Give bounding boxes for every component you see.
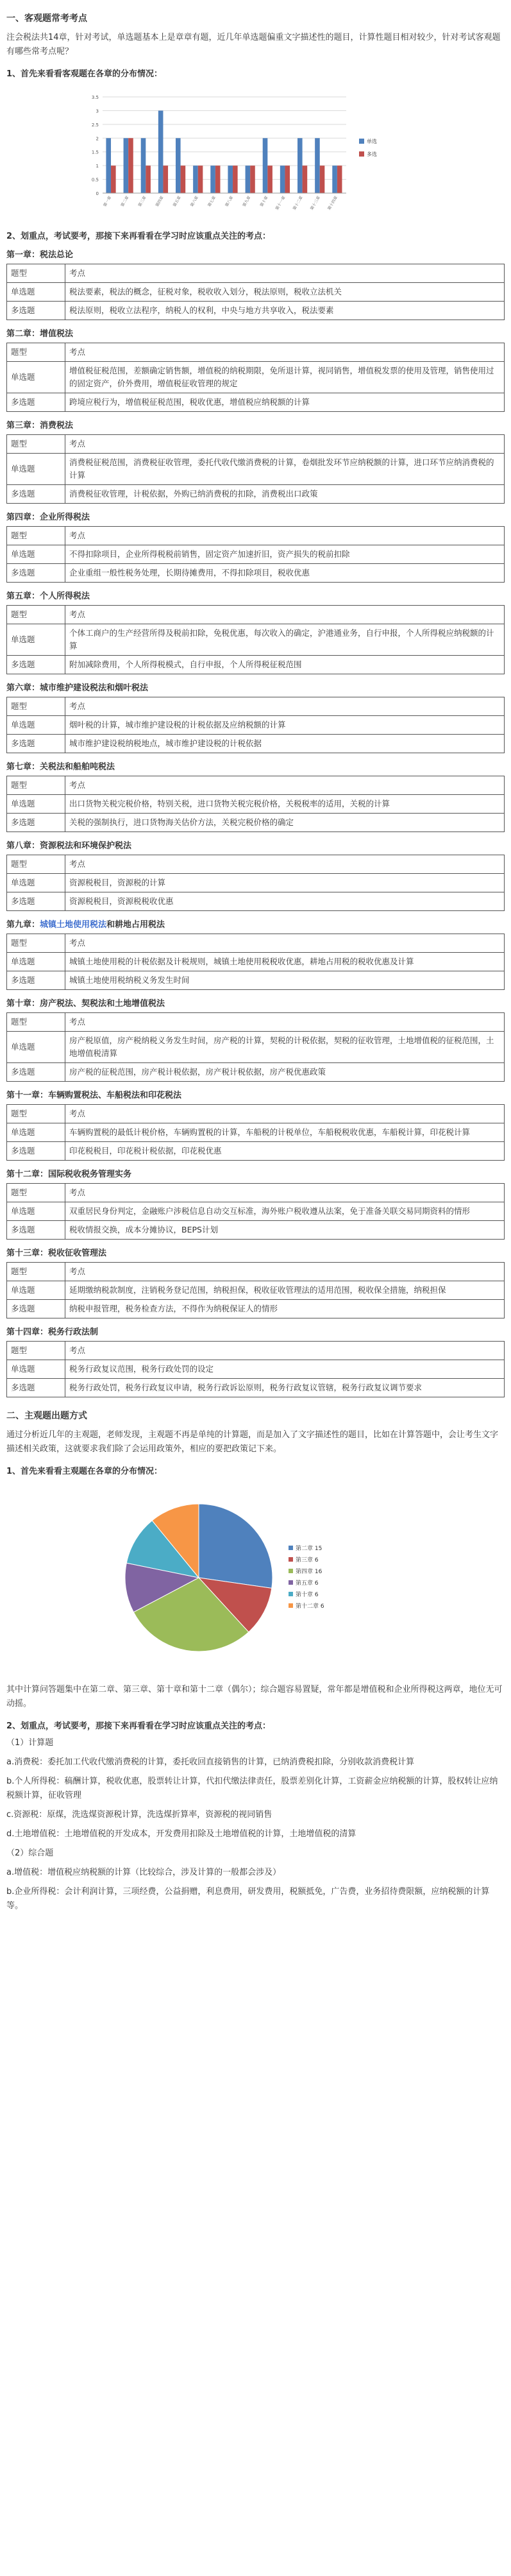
table-header-cell: 题型	[7, 1263, 65, 1281]
chapter-title: 第十章：房产税法、契税法和土地增值税法	[6, 999, 165, 1009]
group-label: （1）计算题	[6, 1738, 54, 1748]
legend-label: 第十章 6	[296, 1592, 319, 1598]
chapter-table	[6, 1262, 505, 1318]
x-tick-label: 第十章	[259, 195, 269, 208]
legend-swatch	[359, 151, 364, 157]
legend-label: 单选	[367, 139, 377, 144]
chapter-title: 第八章：资源税法和环境保护税法	[6, 841, 132, 851]
x-tick-label: 第十四章	[327, 195, 339, 211]
question-type-cell: 多选题	[7, 302, 65, 320]
question-type-cell: 多选题	[7, 564, 65, 583]
pie-slice	[199, 1504, 272, 1588]
y-tick-label: 3	[96, 108, 99, 114]
bar	[124, 138, 129, 193]
bar	[128, 138, 133, 193]
question-type-cell: 单选题	[7, 283, 65, 302]
chapter-title: 第二章：增值税法	[6, 329, 74, 339]
x-tick-label: 第二章	[120, 195, 130, 208]
list-item: b.个人所得税：稿酬计算，税收优惠，股票转让计算，代扣代缴法律责任，股票差别化计算，工资薪金应纳税额的计算，股权转让应纳税额计算，征收管理	[6, 1777, 498, 1800]
section-intro: 注会税法共14章，针对考试，单选题基本上是章章有题，近几年单选题偏重文字描述性的题目，计算性题目相对较少，针对考试客观题有哪些常考点呢？	[6, 33, 501, 56]
table-row	[7, 874, 505, 892]
topic-cell: 关税的强制执行，进口货物海关估价方法，关税完税价格的确定	[65, 814, 505, 832]
legend-label: 第五章 6	[296, 1580, 319, 1587]
table-header-row	[7, 934, 505, 953]
topic-cell: 资源税税目，资源税税收优惠	[65, 892, 505, 911]
table-header-cell: 考点	[65, 1342, 505, 1360]
question-type-cell: 单选题	[7, 716, 65, 735]
chapter-title: 第十四章：税务行政法制	[6, 1327, 99, 1337]
table-header-cell: 考点	[65, 1184, 505, 1202]
legend-label: 多选	[367, 151, 377, 157]
table-header-cell: 题型	[7, 776, 65, 795]
topic-cell: 纳税申报管理，税务检查方法，不得作为纳税保证人的情形	[65, 1300, 505, 1318]
subsection-heading: 2、划重点，考试要考，那接下来再看看在学习时应该重点关注的考点：	[6, 232, 271, 241]
question-type-cell: 多选题	[7, 656, 65, 674]
bar	[246, 166, 251, 193]
chapter-title-highlight[interactable]: 城镇土地使用税法	[40, 920, 107, 930]
question-type-cell: 多选题	[7, 814, 65, 832]
table-header-row	[7, 776, 505, 795]
question-type-cell: 多选题	[7, 735, 65, 753]
table-header-row	[7, 264, 505, 283]
bar	[303, 166, 308, 193]
table-row	[7, 735, 505, 753]
bar	[198, 166, 203, 193]
bar	[210, 166, 215, 193]
table-header-row	[7, 1013, 505, 1032]
topic-cell: 消费税征收管理，计税依据，外购已纳消费税的扣除，消费税出口政策	[65, 485, 505, 504]
bar	[332, 166, 337, 193]
bar	[181, 166, 186, 193]
table-header-cell: 考点	[65, 1105, 505, 1123]
chapter-title: 第十一章：车辆购置税法、车船税法和印花税法	[6, 1091, 182, 1100]
table-header-row	[7, 855, 505, 874]
question-type-cell: 多选题	[7, 1221, 65, 1240]
chapter-table	[6, 1012, 505, 1082]
y-tick-label: 2	[96, 136, 99, 142]
focus-list	[6, 1736, 505, 1913]
question-type-cell: 多选题	[7, 485, 65, 504]
list-item: d.土地增值税：土地增值税的开发成本，开发费用扣除及土地增值税的计算，土地增值税的清算	[6, 1829, 356, 1839]
legend-label: 第十二章 6	[296, 1603, 324, 1610]
x-tick-label: 第八章	[224, 195, 235, 208]
table-header-cell: 考点	[65, 1263, 505, 1281]
chapter-table	[6, 434, 505, 504]
table-row	[7, 716, 505, 735]
table-row	[7, 892, 505, 911]
legend-label: 第四章 16	[296, 1569, 323, 1575]
table-header-cell: 考点	[65, 855, 505, 874]
table-row	[7, 564, 505, 583]
chapter-title: 第五章：个人所得税法	[6, 592, 90, 601]
pie-note: 其中计算问答题集中在第二章、第三章、第十章和第十二章（偶尔）；综合题容易置疑，常年都是增值税和企业所得税这两章，地位无可动摇。	[6, 1685, 503, 1709]
question-type-cell: 单选题	[7, 874, 65, 892]
question-type-cell: 多选题	[7, 1379, 65, 1397]
table-header-cell: 考点	[65, 343, 505, 362]
chapter-title: 第四章：企业所得税法	[6, 513, 90, 522]
chapter-title: 第七章：关税法和船舶吨税法	[6, 762, 115, 772]
bar	[267, 166, 272, 193]
table-header-cell: 题型	[7, 855, 65, 874]
table-header-row	[7, 1263, 505, 1281]
table-header-cell: 题型	[7, 264, 65, 283]
table-header-cell: 题型	[7, 1184, 65, 1202]
pie-chart	[6, 1481, 505, 1676]
question-type-cell: 单选题	[7, 1360, 65, 1379]
topic-cell: 城镇土地使用税纳税义务发生时间	[65, 971, 505, 990]
chapter-table	[6, 1341, 505, 1397]
bar	[250, 166, 255, 193]
x-tick-label: 第五章	[172, 195, 182, 208]
chapter-table	[6, 934, 505, 990]
chapter-table	[6, 264, 505, 320]
question-type-cell: 多选题	[7, 892, 65, 911]
bar	[193, 166, 198, 193]
group-label: （2）综合题	[6, 1848, 54, 1858]
topic-cell: 城市维护建设税纳税地点，城市维护建设税的计税依据	[65, 735, 505, 753]
table-header-cell: 考点	[65, 934, 505, 953]
table-header-cell: 题型	[7, 527, 65, 545]
chapter-title: 第十二章：国际税收税务管理实务	[6, 1170, 132, 1179]
table-header-cell: 考点	[65, 606, 505, 624]
bar	[111, 166, 116, 193]
table-row	[7, 953, 505, 971]
x-tick-label: 第六章	[189, 195, 200, 208]
table-row	[7, 1032, 505, 1063]
bar	[141, 138, 146, 193]
table-row	[7, 302, 505, 320]
topic-cell: 税法原则，税收立法程序，纳税人的权利，中央与地方共享收入，税法要素	[65, 302, 505, 320]
bar	[228, 166, 233, 193]
table-header-cell: 考点	[65, 1013, 505, 1032]
chapter-table	[6, 697, 505, 753]
table-header-row	[7, 697, 505, 716]
chapter-title: 第三章：消费税法	[6, 421, 74, 431]
chapter-title: 第六章：城市维护建设税法和烟叶税法	[6, 683, 149, 693]
chapter-title: 第九章：城镇土地使用税法和耕地占用税法	[6, 920, 165, 930]
x-tick-label: 第三章	[137, 195, 147, 208]
x-tick-label: 第七章	[207, 195, 217, 208]
list-item: c.资源税：原煤，洗选煤资源税计算，洗选煤折算率，资源税的视同销售	[6, 1810, 272, 1820]
chapter-title: 第一章：税法总论	[6, 250, 74, 260]
topic-cell: 车辆购置税的最低计税价格，车辆购置税的计算，车船税的计税单位，车船税税收优惠，车船税计算，印花税计算	[65, 1123, 505, 1142]
table-row	[7, 1123, 505, 1142]
bar	[320, 166, 325, 193]
topic-cell: 跨境应税行为，增值税征税范围，税收优惠，增值税应纳税额的计算	[65, 393, 505, 412]
table-row	[7, 283, 505, 302]
chapter-table	[6, 776, 505, 832]
question-type-cell: 单选题	[7, 545, 65, 564]
topic-cell: 企业重组一般性税务处理，长期待摊费用，不得扣除项目，税收优惠	[65, 564, 505, 583]
topic-cell: 个体工商户的生产经营所得及税前扣除，免税优惠，每次收入的确定，沪港通业务，自行申报，个人所得税应纳税额的计算	[65, 624, 505, 656]
bar-chart-svg	[6, 84, 505, 219]
list-item: a.消费税：委托加工代收代缴消费税的计算，委托收回直接销售的计算，已纳消费税扣除，分别收款消费税计算	[6, 1757, 415, 1767]
question-type-cell: 多选题	[7, 1300, 65, 1318]
table-header-row	[7, 435, 505, 454]
legend-swatch	[359, 139, 364, 144]
x-tick-label: 第十三章	[309, 195, 322, 211]
table-row	[7, 1202, 505, 1221]
bar	[337, 166, 342, 193]
legend-swatch	[289, 1569, 293, 1573]
table-row	[7, 485, 505, 504]
table-header-row	[7, 1342, 505, 1360]
table-header-cell: 题型	[7, 934, 65, 953]
table-header-cell: 考点	[65, 776, 505, 795]
table-row	[7, 814, 505, 832]
topic-cell: 烟叶税的计算，城市维护建设税的计税依据及应纳税额的计算	[65, 716, 505, 735]
bar	[315, 138, 320, 193]
x-tick-label: 第四章	[155, 195, 165, 208]
section-heading: 一、客观题常考考点	[6, 13, 87, 24]
topic-cell: 城镇土地使用税的计税依据及计税规则，城镇土地使用税税收优惠，耕地占用税的税收优惠及计算	[65, 953, 505, 971]
table-row	[7, 1221, 505, 1240]
subsection-heading: 2、划重点，考试要考，那接下来再看看在学习时应该重点关注的考点：	[6, 1721, 271, 1731]
table-header-cell: 考点	[65, 264, 505, 283]
table-header-cell: 题型	[7, 1342, 65, 1360]
bar	[233, 166, 238, 193]
chapter-table	[6, 855, 505, 911]
chapter-table	[6, 343, 505, 412]
legend-swatch	[289, 1603, 293, 1608]
table-row	[7, 454, 505, 485]
topic-cell: 印花税税目，印花税计税依据，印花税优惠	[65, 1142, 505, 1161]
topic-cell: 不得扣除项目，企业所得税税前销售，固定资产加速折旧，资产损失的税前扣除	[65, 545, 505, 564]
table-row	[7, 1063, 505, 1082]
question-type-cell: 单选题	[7, 624, 65, 656]
bar	[263, 138, 268, 193]
x-tick-label: 第九章	[242, 195, 252, 208]
section-intro: 通过分析近几年的主观题，老师发现，主观题不再是单纯的计算题，而是加入了文字描述性的题目，比如在计算答题中，会让考生文字描述相关政策，这就要求我们除了会运用政策外，相应的要把政策记下来。	[6, 1430, 499, 1454]
topic-cell: 税法要素，税法的概念，征税对象，税收收入划分，税法原则，税收立法机关	[65, 283, 505, 302]
table-header-row	[7, 1105, 505, 1123]
question-type-cell: 多选题	[7, 971, 65, 990]
topic-cell: 税务行政处罚，税务行政复议申请，税务行政诉讼原则，税务行政复议管辖，税务行政复议调节要求	[65, 1379, 505, 1397]
bar	[146, 166, 151, 193]
subsection-heading: 1、首先来看看主观题在各章的分布情况：	[6, 1467, 163, 1476]
list-item: a.增值税：增值税应纳税额的计算（比较综合，涉及计算的一般都会涉及）	[6, 1868, 281, 1877]
question-type-cell: 多选题	[7, 393, 65, 412]
chapter-title: 第十三章：税收征收管理法	[6, 1249, 107, 1258]
question-type-cell: 单选题	[7, 1032, 65, 1063]
x-tick-label: 第十一章	[274, 195, 287, 211]
x-tick-label: 第一章	[103, 195, 113, 208]
legend-swatch	[289, 1546, 293, 1550]
topic-cell: 出口货物关税完税价格，特别关税，进口货物关税完税价格，关税税率的适用，关税的计算	[65, 795, 505, 814]
table-header-cell: 题型	[7, 697, 65, 716]
question-type-cell: 单选题	[7, 1281, 65, 1300]
legend-swatch	[289, 1557, 293, 1562]
table-header-row	[7, 606, 505, 624]
topic-cell: 资源税税目，资源税的计算	[65, 874, 505, 892]
y-tick-label: 1	[96, 164, 99, 169]
legend-label: 第三章 6	[296, 1557, 319, 1564]
table-header-cell: 考点	[65, 435, 505, 454]
table-row	[7, 1281, 505, 1300]
question-type-cell: 单选题	[7, 1202, 65, 1221]
page	[0, 12, 511, 2576]
legend-label: 第二章 15	[296, 1546, 323, 1552]
table-row	[7, 795, 505, 814]
bar	[215, 166, 221, 193]
chapter-tables	[6, 248, 505, 1397]
bar	[297, 138, 303, 193]
table-row	[7, 545, 505, 564]
topic-cell: 延期缴纳税款制度，注销税务登记范围，纳税担保，税收征收管理法的适用范围，税收保全措施，纳税担保	[65, 1281, 505, 1300]
table-row	[7, 1379, 505, 1397]
table-header-cell: 题型	[7, 435, 65, 454]
topic-cell: 附加减除费用，个人所得税模式，自行申报，个人所得税征税范围	[65, 656, 505, 674]
section-heading: 二、主观题出题方式	[6, 1411, 87, 1421]
topic-cell: 税收情报交换，成本分摊协议，BEPS计划	[65, 1221, 505, 1240]
y-tick-label: 0	[96, 191, 99, 196]
table-header-cell: 题型	[7, 1105, 65, 1123]
bar	[280, 166, 285, 193]
table-row	[7, 971, 505, 990]
bar	[163, 166, 168, 193]
question-type-cell: 单选题	[7, 362, 65, 393]
y-tick-label: 0.5	[91, 177, 99, 183]
table-row	[7, 1142, 505, 1161]
table-header-cell: 考点	[65, 527, 505, 545]
topic-cell: 双重居民身份判定，金融账户涉税信息自动交互标准，海外账户税收遵从法案，免于准备关联交易同期资料的情形	[65, 1202, 505, 1221]
y-tick-label: 1.5	[91, 149, 99, 155]
chapter-table	[6, 1104, 505, 1161]
chapter-table	[6, 605, 505, 674]
topic-cell: 房产税原值，房产税纳税义务发生时间，房产税的计算，契税的计税依据，契税的征收管理，土地增值税的征税范围，土地增值税清算	[65, 1032, 505, 1063]
bar	[106, 138, 111, 193]
bar	[285, 166, 290, 193]
table-header-cell: 题型	[7, 1013, 65, 1032]
topic-cell: 增值税征税范围，差额确定销售额，增值税的纳税期限，免所退计算，视同销售，增值税发票的使用及管理，销售使用过的固定资产，价外费用，增值税征收管理的规定	[65, 362, 505, 393]
list-item: b.企业所得税：会计利润计算，三项经费，公益捐赠，利息费用，研发费用，税额抵免，广告费，业务招待费限额，应纳税额的计算等。	[6, 1887, 490, 1911]
bar	[176, 138, 181, 193]
table-header-cell: 题型	[7, 343, 65, 362]
table-row	[7, 1300, 505, 1318]
subsection-heading: 1、首先来看看客观题在各章的分布情况：	[6, 69, 163, 79]
bar-chart	[6, 84, 505, 221]
table-header-row	[7, 527, 505, 545]
table-header-row	[7, 1184, 505, 1202]
topic-cell: 房产税的征税范围，房产税计税依据，房产税计税依据，房产税优惠政策	[65, 1063, 505, 1082]
y-tick-label: 3.5	[91, 95, 99, 100]
table-row	[7, 362, 505, 393]
table-header-cell: 考点	[65, 697, 505, 716]
pie-chart-svg	[6, 1481, 505, 1674]
table-header-row	[7, 343, 505, 362]
x-tick-label: 第十二章	[292, 195, 304, 211]
question-type-cell: 多选题	[7, 1142, 65, 1161]
question-type-cell: 多选题	[7, 1063, 65, 1082]
question-type-cell: 单选题	[7, 454, 65, 485]
bar	[158, 110, 163, 193]
table-row	[7, 1360, 505, 1379]
legend-swatch	[289, 1592, 293, 1596]
question-type-cell: 单选题	[7, 1123, 65, 1142]
chapter-table	[6, 526, 505, 583]
table-row	[7, 656, 505, 674]
question-type-cell: 单选题	[7, 795, 65, 814]
topic-cell: 消费税征税范围，消费税征收管理，委托代收代缴消费税的计算，卷烟批发环节应纳税额的计算，进口环节应纳消费税的计算	[65, 454, 505, 485]
legend-swatch	[289, 1580, 293, 1585]
question-type-cell: 单选题	[7, 953, 65, 971]
topic-cell: 税务行政复议范围，税务行政处罚的设定	[65, 1360, 505, 1379]
table-header-cell: 题型	[7, 606, 65, 624]
table-row	[7, 393, 505, 412]
y-tick-label: 2.5	[91, 122, 99, 128]
chapter-table	[6, 1183, 505, 1240]
table-row	[7, 624, 505, 656]
